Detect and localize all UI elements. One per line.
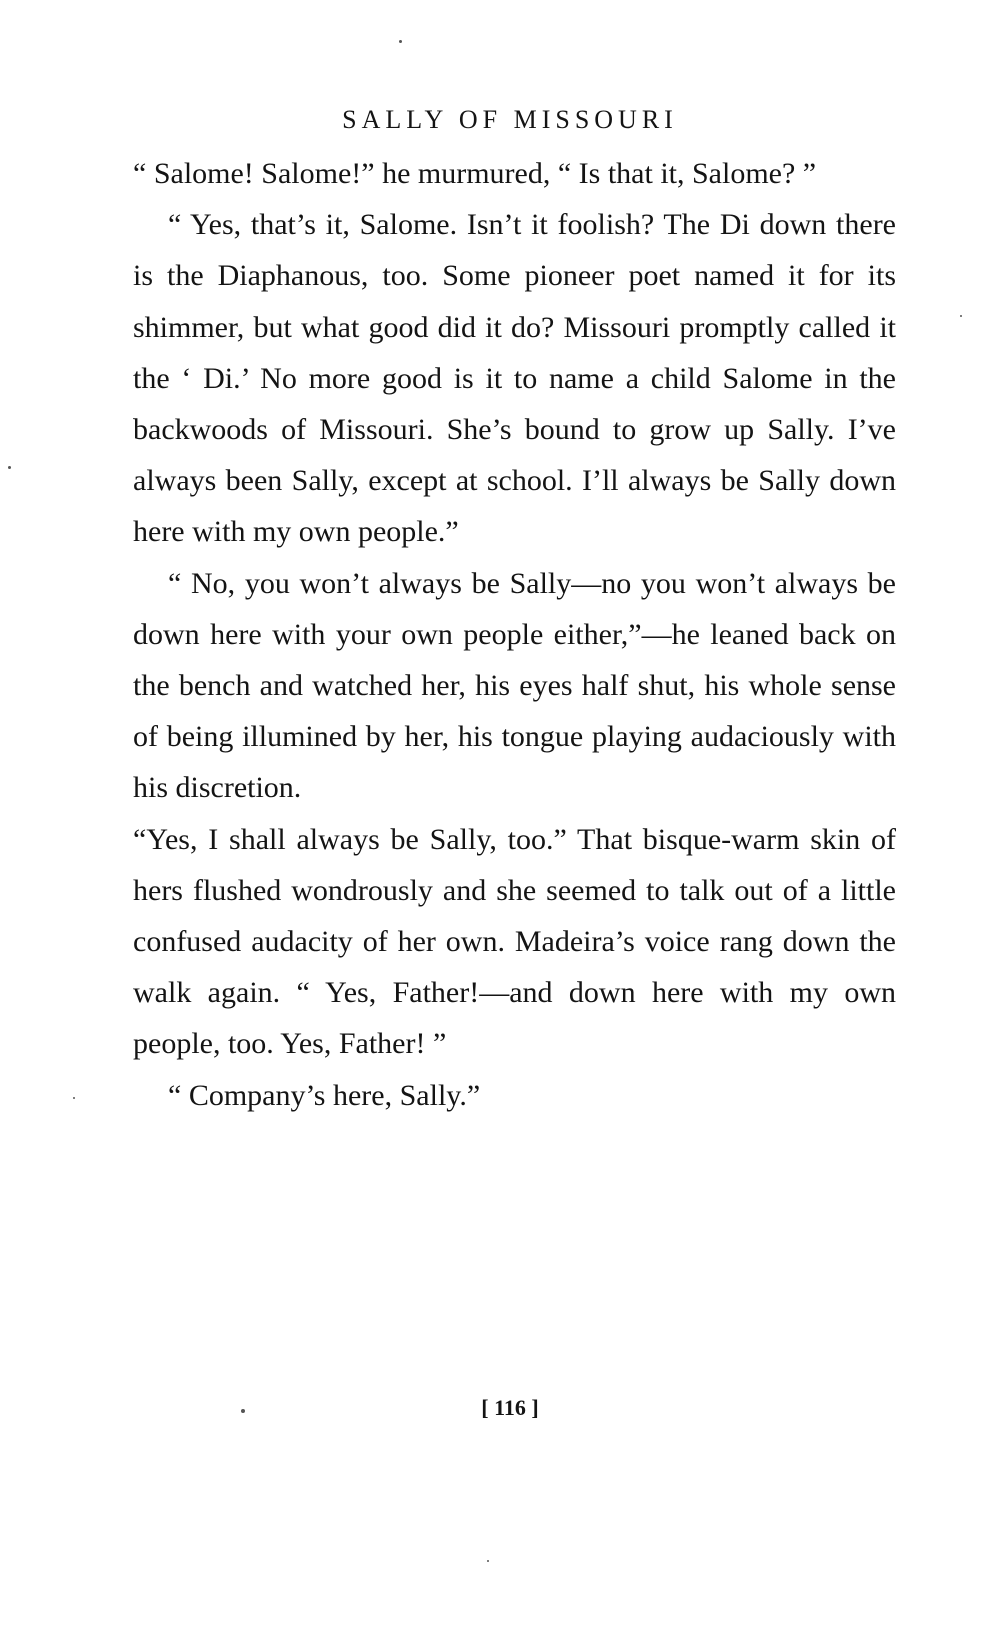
paragraph: “ Yes, that’s it, Salome. Isn’t it foolish? The Di down there is the Diaphanous, too. Some pioneer poet named it for its shimmer, but what good did it do? Missouri promptly called it the ‘ Di.’ No more good is it to name a child Salome in the backwoods of Missouri. She’s bound to grow up Sally. I’ve always been Sally, except at school. I’ll always be Sally down here with my own people.” [133, 208, 896, 549]
print-speck [399, 40, 402, 43]
paragraph: “ Salome! Salome!” he murmured, “ Is that it, Salome? ” [133, 157, 817, 190]
paragraph: “ Company’s here, Sally.” [168, 1078, 481, 1112]
print-speck [8, 466, 11, 469]
paragraph: “Yes, I shall always be Sally, too.” That bisque-warm skin of hers flushed wondrously and she seemed to talk out of a little confused audacity of her own. Madeira’s voice rang down the walk again. “ Yes, Father!—and down here with my own people, too. Yes, Father! ” [133, 822, 896, 1061]
paragraph: “ No, you won’t always be Sally—no you won’t always be down here with your own people either,”—he leaned back on the bench and watched her, his eyes half shut, his whole sense of being illumined by her, his tongue playing audaciously with his discretion. [133, 566, 896, 805]
body-text [133, 148, 896, 1121]
print-speck [73, 1097, 75, 1099]
print-speck [487, 1560, 489, 1562]
print-speck [960, 315, 962, 317]
running-head: SALLY OF MISSOURI [342, 105, 678, 134]
page-number: [ 116 ] [481, 1395, 539, 1420]
